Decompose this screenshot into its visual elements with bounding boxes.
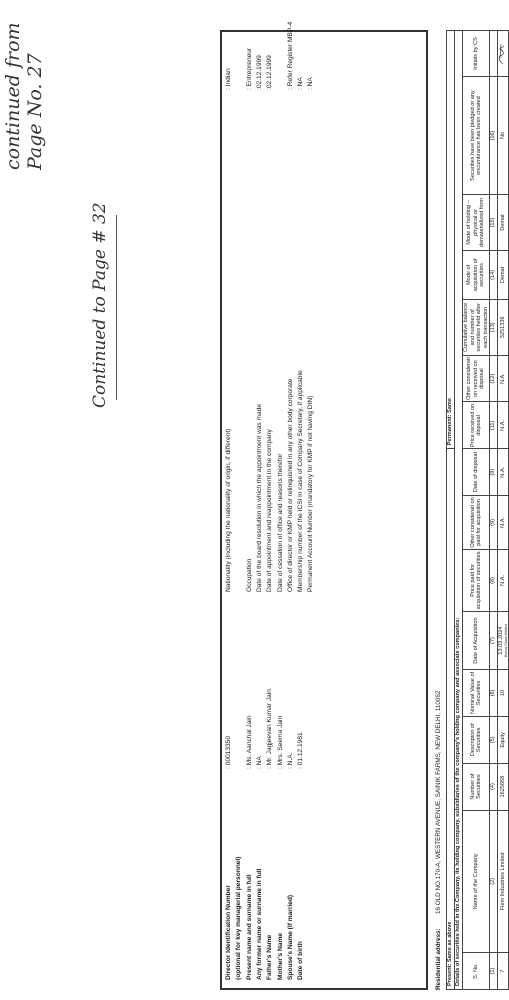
cell-price: N.A. — [497, 549, 508, 611]
column-header: S. No. — [463, 953, 490, 990]
cell-date — [497, 612, 508, 670]
cell-date-disposal: N.A. — [497, 449, 508, 496]
cell-initials — [497, 31, 508, 77]
field-label: Date of birth — [297, 941, 305, 980]
column-header: Initials by CS — [463, 31, 490, 77]
column-number: (6) — [490, 670, 498, 717]
cell-date-note: Bonus Share Alloted — [503, 624, 508, 657]
field-label: (optional for key managerial personnel) — [235, 856, 243, 980]
field-label: Present name and surname in full — [245, 874, 253, 980]
field-label: Any former name or surname in full — [255, 868, 263, 980]
field-label: Spouse's Name (If married) — [286, 894, 294, 980]
cell-cumulative: 3251336 — [497, 299, 508, 355]
column-number: (14) — [490, 250, 498, 299]
field-value: : 01.12.1981 — [297, 732, 305, 769]
column-header: Descripton of Securities — [463, 716, 490, 763]
column-number: (5) — [490, 716, 498, 763]
column-number: (12) — [490, 355, 498, 402]
field-value: : Mr. Jagjeevan Kumar Jain — [266, 689, 274, 769]
column-number: (9) — [490, 449, 498, 496]
field-value: : 00013350 — [225, 735, 232, 769]
column-header: Other considerati on received on disposal — [463, 355, 490, 402]
address-label: Residential address: — [435, 928, 442, 990]
field-label: Date of the board resolution in which the appointment was made — [255, 403, 263, 592]
cell-sno: 7 — [497, 953, 508, 990]
column-header: Number of Securities — [463, 763, 490, 810]
cell-mode-acquisition: Demat — [497, 250, 508, 299]
field-label: Father's Name — [266, 934, 274, 980]
cell-price-disposal: N.A. — [497, 402, 508, 449]
cell-mode-holding: Demat — [497, 195, 508, 251]
cell-pledged: No — [497, 76, 508, 194]
column-number: (4) — [490, 763, 498, 810]
column-number: (16) — [490, 76, 498, 194]
table-number-row — [490, 31, 498, 990]
field-value: :02.12.1999 — [266, 55, 274, 90]
field-value: :02.12.1999 — [255, 55, 263, 90]
field-label: Permanent Account Number (mandatory for KMP if not having DIN) — [307, 395, 315, 592]
field-label: Mother's Name — [276, 932, 284, 980]
column-header: Price received on disposal — [463, 402, 490, 449]
cell-other-acquisition: N.A. — [497, 496, 508, 550]
table-row — [497, 31, 508, 990]
handwritten-continued-from: continued from Page No. 27 — [2, 22, 46, 170]
handwritten-continued-to: Continued to Page # 32 — [90, 202, 110, 408]
cell-date-value: 13.03.2024 — [497, 626, 504, 655]
field-value: : NA — [255, 756, 263, 769]
field-label: Occupation — [245, 558, 253, 592]
table-header-row — [463, 31, 490, 990]
field-value: : Ms. Aanchal Jain — [245, 715, 253, 769]
cell-company: Fiem Industries Limited — [497, 810, 508, 953]
field-value: : Mrs. Seema Jain — [276, 715, 284, 769]
column-header: Nominal Value of Securities — [463, 670, 490, 717]
cs-initials-signature — [498, 41, 505, 67]
column-number: (8) — [490, 549, 498, 611]
address-value: 16 OLD NO.170-A, WESTERN AVENUE, SAINIK FARMS, NEW DELHI, 110062 — [435, 690, 442, 914]
column-number: (7) — [490, 612, 498, 670]
column-header: Other considerati on paid for acquisition — [463, 496, 490, 550]
column-number: (11) — [490, 402, 498, 449]
field-label: Nationality (including the nationality of origin, if different) — [225, 428, 232, 592]
cell-description: Equity — [497, 716, 508, 763]
column-header: Date of Acquisition — [463, 612, 490, 670]
column-header: Mode of holding – physical or dematerialized form — [463, 195, 490, 251]
column-number: (2) — [490, 810, 498, 953]
field-value: : NA — [307, 77, 315, 90]
field-value: : Refer Register MBP-4 — [286, 21, 294, 90]
column-header: Name of the Company — [463, 810, 490, 953]
field-label: Date of cessation of office and reasons therefor — [276, 453, 284, 592]
table-title: Details of securities held in the Company, its holding company, subsidiaries of the company's holding company and associate companies: — [455, 31, 463, 990]
column-header: Mode of acquisition of securities — [463, 250, 490, 299]
column-number: (9) — [490, 496, 498, 550]
field-label: Membership number of the ICSI in case of Company Secretary, if applicable — [297, 370, 305, 592]
column-number: (1) — [490, 953, 498, 990]
field-value: : N.A. — [286, 752, 294, 769]
handwritten-underline — [116, 215, 117, 400]
column-header: Date of disposal — [463, 449, 490, 496]
present-address-note: Present: Same as above — [447, 449, 455, 990]
column-header: Cumulative balance and number of securities held after each transaction — [463, 299, 490, 355]
field-label: Director Identification Number — [225, 885, 232, 980]
column-header: Securities have been pledged or any encumbrance has been created — [463, 76, 490, 194]
cell-nominal: 10 — [497, 670, 508, 717]
cell-other-disposal: N.A. — [497, 355, 508, 402]
field-label: Office of director or KMP held or relinquished in any other body corporate — [286, 378, 294, 592]
column-header: Price paid for acquisition of securities — [463, 549, 490, 611]
column-number: (15) — [490, 195, 498, 251]
field-value: : Entrepreneur — [245, 47, 253, 90]
field-value: : Indian — [225, 68, 232, 90]
column-number — [490, 31, 498, 77]
permanent-address-note: Permanent: Same — [447, 31, 455, 449]
director-details-box — [220, 21, 428, 990]
securities-table — [446, 30, 509, 990]
field-label: Date of appointment and reappointment in the company — [266, 429, 274, 592]
cell-number: 1625668 — [497, 763, 508, 810]
column-number: (13) — [490, 299, 498, 355]
field-value: : NA — [297, 77, 305, 90]
